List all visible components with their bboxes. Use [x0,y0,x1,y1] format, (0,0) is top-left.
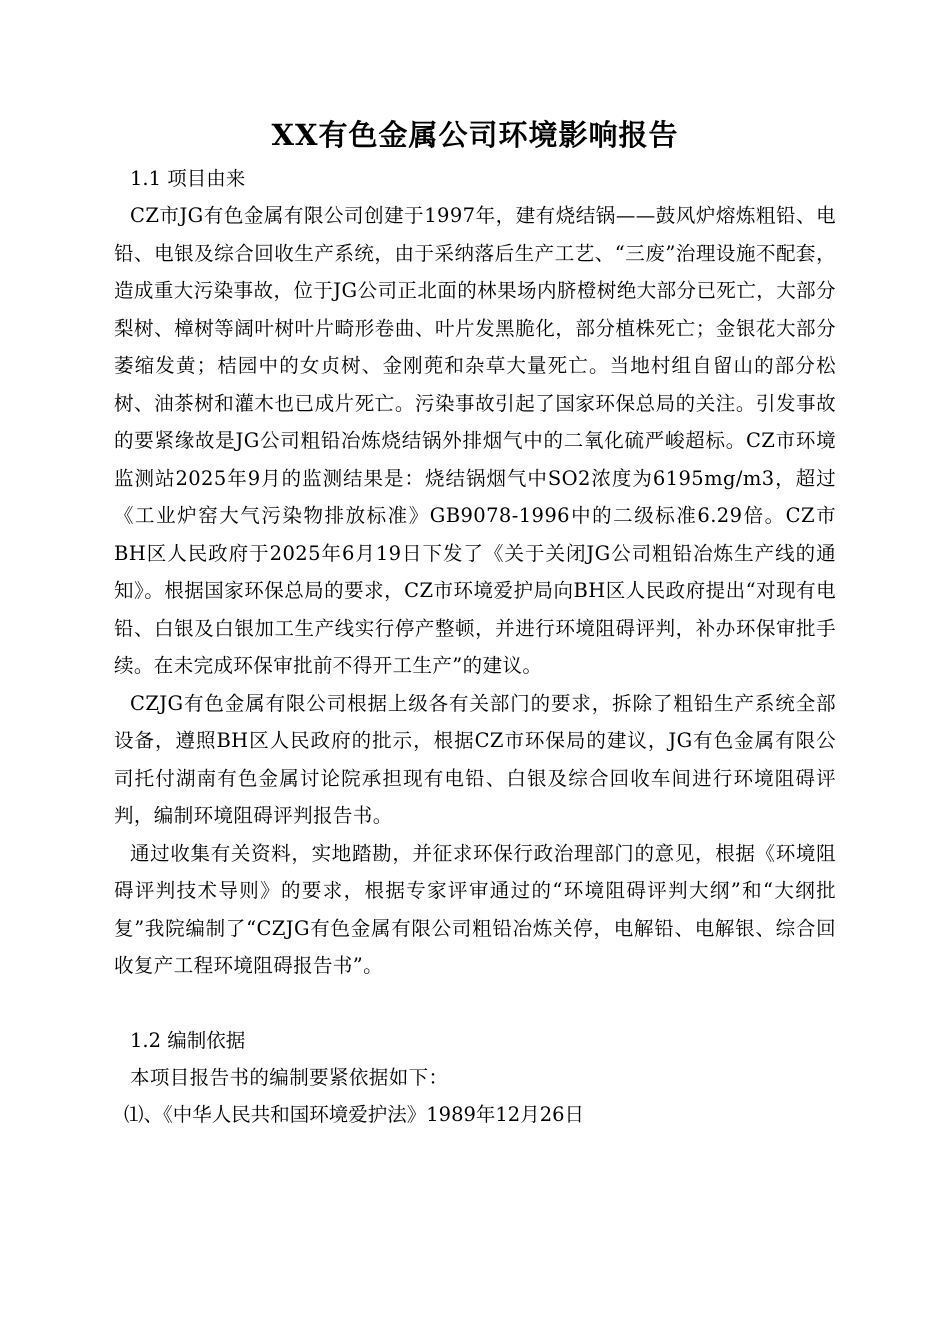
document-title: XX有色金属公司环境影响报告 [271,118,679,152]
paragraph: 本项目报告书的编制要紧依据如下： [130,1065,449,1089]
section-heading: 1.2 编制依据 [130,1028,246,1052]
list-item: ⑴、《中华人民共和国环境爱护法》1989年12月26日 [124,1103,585,1126]
section-heading: 1.1 项目由来 [130,167,246,190]
blank-line [114,985,836,1022]
section-compilation-basis [114,1022,836,1134]
document-page [114,110,836,1133]
section-project-origin [114,160,836,985]
paragraph: CZJG有色金属有限公司根据上级各有关部门的要求，拆除了粗铅生产系统全部设备，遵照BH区人民政府的批示，根据CZ市环保局的建议，JG有色金属有限公司托付湖南有色金属讨论院承担现有电铅、白银及综合回收车间进行环境阻碍评判，编制环境阻碍评判报告书。 [114,691,836,827]
paragraph: CZ市JG有色金属有限公司创建于1997年，建有烧结锅——鼓风炉熔炼粗铅、电铅、电银及综合回收生产系统，由于采纳落后生产工艺、“三废”治理设施不配套，造成重大污染事故，位于JG公司正北面的林果场内脐橙树绝大部分已死亡，大部分梨树、樟树等阔叶树叶片畸形卷曲、叶片发黑脆化，部分植株死亡；金银花大部分萎缩发黄；桔园中的女贞树、金刚蔸和杂草大量死亡。当地村组自留山的部分松树、油茶树和灌木也已成片死亡。污染事故引起了国家环保总局的关注。引发事故的要紧缘故是JG公司粗铅冶炼烧结锅外排烟气中的二氧化硫严峻超标。CZ市环境监测站2025年9月的监测结果是：烧结锅烟气中SO2浓度为6195mg/m3，超过《工业炉窑大气污染物排放标准》GB9078-1996中的二级标准6.29倍。CZ市BH区人民政府于2025年6月19日下发了《关于关闭JG公司粗铅冶炼生产线的通知》。根据国家环保总局的要求，CZ市环境爱护局向BH区人民政府提出“对现有电铅、白银及白银加工生产线实行停产整顿，并进行环境阻碍评判，补办环保审批手续。在未完成环保审批前不得开工生产”的建议。 [114,204,836,677]
paragraph: 通过收集有关资料，实地踏勘，并征求环保行政治理部门的意见，根据《环境阻碍评判技术导则》的要求，根据专家评审通过的“环境阻碍评判大纲”和“大纲批复”我院编制了“CZJG有色金属有限公司粗铅冶炼关停，电解铅、电解银、综合回收复产工程环境阻碍报告书”。 [114,841,836,977]
